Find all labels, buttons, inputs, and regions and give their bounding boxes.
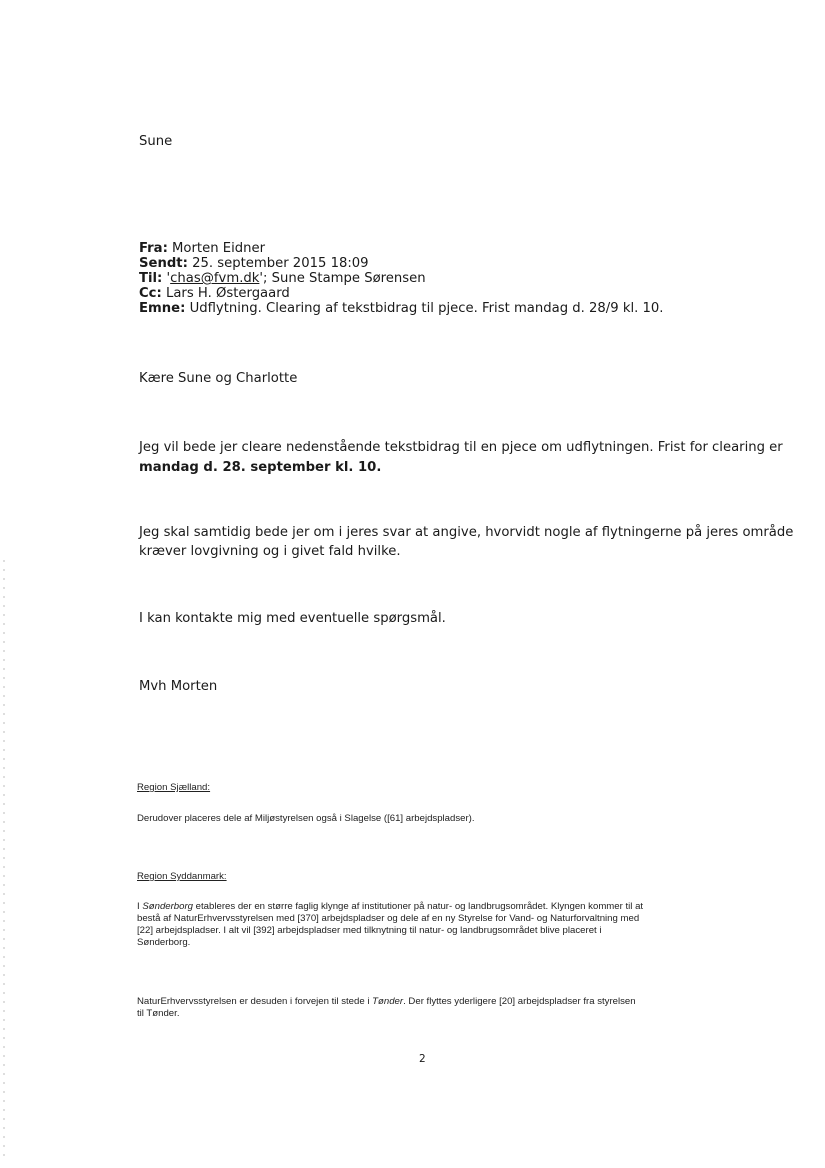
cc-row — [139, 286, 663, 301]
scan-edge-marks — [3, 560, 5, 1160]
greeting: Kære Sune og Charlotte — [139, 371, 298, 386]
syddanmark-p2-line-2: til Tønder. — [137, 1008, 180, 1019]
syddanmark-p1-line-1 — [137, 901, 643, 913]
subject-label: Emne: — [139, 301, 186, 316]
syddanmark-p2-b: . Der flyttes yderligere [20] arbejdspladser fra styrelsen — [403, 996, 636, 1007]
paragraph-1-line-1: Jeg vil bede jer cleare nedenstående tekstbidrag til en pjece om udflytningen. Frist for clearing er — [139, 440, 783, 455]
from-label: Fra: — [139, 241, 168, 256]
to-row — [139, 271, 663, 286]
from-row — [139, 241, 663, 256]
email-header — [139, 241, 663, 316]
subject-row — [139, 301, 663, 316]
syddanmark-p1-i: I — [137, 901, 143, 912]
cc-value: Lars H. Østergaard — [165, 286, 290, 301]
to-quote-open: ' — [166, 271, 171, 286]
syddanmark-p2-line-1 — [137, 996, 636, 1008]
page-number: 2 — [419, 1053, 426, 1065]
paragraph-2-line-2: kræver lovgivning og i givet fald hvilke. — [139, 544, 401, 559]
paragraph-3: I kan kontakte mig med eventuelle spørgsmål. — [139, 611, 446, 626]
to-label: Til: — [139, 271, 163, 286]
syddanmark-p1-line-3: [22] arbejdspladser. I alt vil [392] arbejdspladser med tilknytning til natur- og landbrugsområdet blive placeret i — [137, 925, 602, 936]
to-rest: '; Sune Stampe Sørensen — [259, 271, 426, 286]
cc-label: Cc: — [139, 286, 162, 301]
syddanmark-p1-line-2: bestå af NaturErhvervsstyrelsen med [370] arbejdspladser og dele af en ny Styrelse for Vand- og Naturforvaltning med — [137, 913, 640, 924]
syddanmark-place-tonder: Tønder — [372, 996, 404, 1007]
sent-label: Sendt: — [139, 256, 188, 271]
signoff: Mvh Morten — [139, 679, 218, 694]
syddanmark-p1-line-4: Sønderborg. — [137, 937, 191, 948]
region-sjaelland-text: Derudover placeres dele af Miljøstyrelsen også i Slagelse ([61] arbejdspladser). — [137, 813, 475, 824]
paragraph-2-line-1: Jeg skal samtidig bede jer om i jeres svar at angive, hvorvidt nogle af flytningerne på jeres område — [139, 525, 794, 540]
region-sjaelland-heading: Region Sjælland: — [137, 782, 211, 793]
salutation-top: Sune — [139, 134, 173, 149]
syddanmark-place-sonderborg: Sønderborg — [142, 901, 194, 912]
paragraph-1-deadline: mandag d. 28. september kl. 10. — [139, 460, 382, 475]
subject-value: Udflytning. Clearing af tekstbidrag til pjece. Frist mandag d. 28/9 kl. 10. — [189, 301, 664, 316]
region-syddanmark-heading: Region Syddanmark: — [137, 871, 227, 882]
sent-row — [139, 256, 663, 271]
to-email-link[interactable]: chas@fvm.dk — [170, 271, 260, 286]
syddanmark-p1-line-1-rest: etableres der en større faglig klynge af institutioner på natur- og landbrugsområdet. Klyngen kommer til at — [193, 901, 644, 912]
syddanmark-p2-a: NaturErhvervsstyrelsen er desuden i forvejen til stede i — [137, 996, 373, 1007]
sent-value: 25. september 2015 18:09 — [192, 256, 369, 271]
from-value: Morten Eidner — [172, 241, 266, 256]
